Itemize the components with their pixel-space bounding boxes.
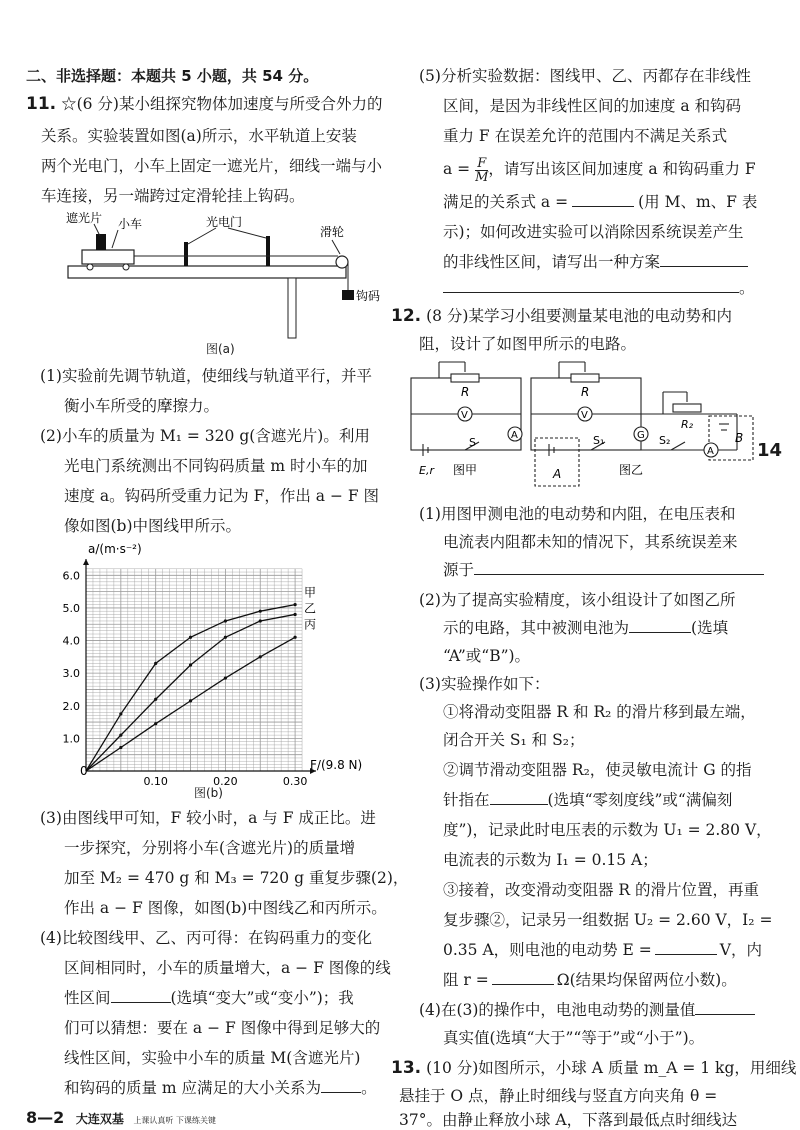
- data-point: [119, 712, 122, 715]
- q11-line-2: 关系。实验装置如图(a)所示，水平轨道上安装: [41, 127, 357, 145]
- q12-p3-line7: 电流表的示数为 I₁ = 0.15 A；: [443, 851, 658, 869]
- label-box-A: A: [553, 467, 562, 481]
- voltmeter-2: V: [581, 410, 588, 421]
- q12-p3-line5: [443, 790, 732, 810]
- q11-p1-line2: 衡小车所受的摩擦力。: [64, 397, 220, 415]
- q11-p5-line8: [443, 278, 755, 298]
- y-axis-arrow: [83, 559, 89, 565]
- label-Er: E,r: [419, 464, 434, 477]
- footer-page: 8—2: [26, 1108, 65, 1127]
- q11-p5-text-e: ，请写出该区间加速度 a 和钩码重力 F: [488, 160, 756, 178]
- frac-den: M: [475, 169, 489, 185]
- q11-p5-line3: 重力 F 在误差允许的范围内不满足关系式: [443, 127, 728, 145]
- q12-p3-line9: 复步骤②，记录另一组数据 U₂ = 2.60 V，I₂ =: [443, 911, 773, 929]
- q11-p5-text-i: 。: [739, 279, 755, 297]
- chart-ylabel: a/(m·s⁻²): [88, 542, 142, 556]
- answer-blank-emf[interactable]: [655, 940, 717, 955]
- q12-p3-text-b: (选填“零刻度线”或“满偏刻: [547, 791, 733, 809]
- y-tick-label: 2.0: [62, 699, 80, 713]
- q11-p1-line1: (1)实验前先调节轨道，使细线与轨道平行，并平: [40, 367, 372, 385]
- q12-p3-line1: (3)实验操作如下：: [419, 675, 550, 693]
- frac-num: F: [475, 157, 488, 171]
- q13-text-1: (10 分)如图所示，小球 A 质量 m_A = 1 kg，用细线: [426, 1059, 797, 1077]
- answer-blank-relation[interactable]: [572, 192, 634, 207]
- q11-p4-text-b: (选填“变大”或“变小”)；我: [170, 989, 354, 1007]
- figure-b-caption: 图(b): [194, 786, 223, 800]
- q13-line-2: 悬挂于 O 点，静止时细线与竖直方向夹角 θ =: [399, 1087, 718, 1105]
- fraction-F-over-M: [475, 157, 488, 184]
- data-point: [293, 613, 296, 616]
- q11-p5-text-h: 的非线性区间，请写出一种方案: [443, 253, 661, 271]
- galvanometer: G: [637, 430, 645, 441]
- q11-p5-line4: [443, 154, 756, 184]
- data-point: [154, 722, 157, 725]
- label-box-B: B: [735, 431, 744, 445]
- q12-p1-line2: 电流表内阻都未知的情况下，其系统误差来: [443, 533, 738, 551]
- q12-line-2: 阻，设计了如图甲所示的电路。: [419, 335, 637, 353]
- data-point: [259, 619, 262, 622]
- label-pulley: 滑轮: [320, 225, 345, 239]
- label-R-2: R: [581, 385, 590, 399]
- x-tick-label: 0.20: [213, 775, 238, 788]
- footer-brand: 大连双基: [75, 1112, 124, 1126]
- q12-text-1: (8 分)某学习小组要测量某电池的电动势和内: [426, 307, 732, 325]
- q11-p5-line6: 示)；如何改进实验可以消除因系统误差产生: [443, 223, 744, 241]
- q11-p2-line3: 速度 a。钩码所受重力记为 F，作出 a − F 图: [64, 487, 380, 505]
- q11-p4-line1: (4)比较图线甲、乙、丙可得：在钩码重力的变化: [40, 929, 372, 947]
- q11-line-4: 车连接，另一端跨过定滑轮挂上钩码。: [41, 187, 305, 205]
- answer-blank-measured[interactable]: [695, 1000, 755, 1015]
- data-point: [154, 662, 157, 665]
- q12-p1-line3: [443, 560, 764, 580]
- q12-p2-line3: “A”或“B”)。: [443, 647, 531, 665]
- data-point: [293, 636, 296, 639]
- side-page-number: 14: [757, 440, 783, 461]
- q11-p4-line5: 线性区间，实验中小车的质量 M(含遮光片): [64, 1049, 361, 1067]
- data-point: [189, 636, 192, 639]
- q11-p3-line3: 加至 M₂ = 470 g 和 M₃ = 720 g 重复步骤(2)，: [64, 869, 409, 887]
- q12-p3-text-f: Ω(结果均保留两位小数)。: [556, 971, 737, 989]
- q11-p5-text-f: 满足的关系式 a =: [443, 193, 569, 211]
- q11-p3-line2: 一步探究，分别将小车(含遮光片)的质量增: [64, 839, 356, 857]
- q11-p5-line5: [443, 192, 757, 212]
- q11-text-1: ☆(6 分)某小组探究物体加速度与所受合外力的: [61, 95, 383, 113]
- q13-line-1: [391, 1058, 796, 1078]
- series-label: 甲: [304, 585, 317, 600]
- label-R2: R₂: [681, 418, 694, 431]
- label-S: S: [469, 436, 476, 449]
- x-tick-label: 0.30: [282, 775, 308, 788]
- answer-blank-battery[interactable]: [629, 618, 691, 633]
- q11-line-3: 两个光电门，小车上固定一遮光片，细线一端与小: [41, 157, 383, 175]
- q11-p5-line2: 区间，是因为非线性区间的加速度 a 和钩码: [443, 97, 742, 115]
- y-tick-label: 1.0: [62, 732, 80, 746]
- q11-p4-text-a: 性区间: [64, 989, 111, 1007]
- answer-blank-error-source[interactable]: [474, 560, 764, 575]
- data-point: [154, 698, 157, 701]
- footer: [26, 1108, 216, 1127]
- q11-p4-text-d: 。: [361, 1079, 377, 1097]
- chart-xlabel: F/(9.8 N): [310, 758, 363, 772]
- label-S1: S₁: [593, 434, 605, 447]
- label-R-1: R: [461, 385, 470, 399]
- voltmeter-1: V: [461, 410, 468, 421]
- caption-yi: 图乙: [619, 463, 644, 477]
- q12-p2-text-a: 示的电路，其中被测电池为: [443, 619, 630, 637]
- label-S2: S₂: [659, 434, 671, 447]
- q12-p4-text-a: (4)在(3)的操作中，电池电动势的测量值: [419, 1001, 696, 1019]
- q12-p3-text-c: 0.35 A，则电池的电动势 E =: [443, 941, 652, 959]
- q11-p3-line4: 作出 a − F 图像，如图(b)中图线乙和丙所示。: [64, 899, 387, 917]
- q12-p1-line1: (1)用图甲测电池的电动势和内阻，在电压表和: [419, 505, 736, 523]
- answer-blank-linear-range[interactable]: [111, 988, 171, 1003]
- y-tick-label: 4.0: [62, 634, 80, 648]
- q11-p4-line6: [64, 1078, 377, 1098]
- ammeter-2: A: [707, 446, 714, 457]
- ammeter-1: A: [511, 430, 518, 441]
- q11-p2-line2: 光电门系统测出不同钩码质量 m 时小车的加: [64, 457, 368, 475]
- data-point: [259, 610, 262, 613]
- data-point: [259, 655, 262, 658]
- label-shade: 遮光片: [66, 211, 103, 225]
- q12-p3-line2: ①将滑动变阻器 R 和 R₂ 的滑片移到最左端，: [443, 703, 756, 721]
- footer-tag: 上课认真听 下课练关键: [133, 1116, 216, 1125]
- label-gate: 光电门: [206, 215, 243, 229]
- q12-p2-line2: [443, 618, 728, 638]
- data-point: [293, 603, 296, 606]
- q12-p3-line4: ②调节滑动变阻器 R₂，使灵敏电流计 G 的指: [443, 761, 752, 779]
- figure-a-caption: 图(a): [206, 342, 235, 356]
- q11-p2-line4: 像如图(b)中图线甲所示。: [64, 517, 242, 535]
- q11-number: 11.: [26, 94, 57, 114]
- q11-p4-line3: [64, 988, 354, 1008]
- data-point: [189, 663, 192, 666]
- series-label: 丙: [304, 617, 317, 632]
- series-label: 乙: [304, 601, 317, 616]
- chart-grid: [86, 569, 302, 771]
- answer-blank-resistance[interactable]: [492, 970, 554, 985]
- q12-p3-text-d: V，内: [719, 941, 762, 959]
- y-tick-label: 5.0: [62, 601, 80, 615]
- q11-p4-line4: 们可以猜想：要在 a − F 图像中得到足够大的: [64, 1019, 381, 1037]
- data-point: [189, 699, 192, 702]
- q13-line-3: 37°。由静止释放小球 A，下落到最低点时细线达: [399, 1111, 738, 1129]
- q12-p1-text: 源于: [443, 561, 475, 579]
- label-car: 小车: [118, 217, 143, 231]
- answer-blank-plan-cont[interactable]: [443, 278, 739, 293]
- q12-p3-line10: [443, 940, 762, 960]
- label-weight: 钩码: [356, 289, 381, 303]
- q12-p2-text-b: (选填: [691, 619, 729, 637]
- figure-a-apparatus: [66, 206, 381, 346]
- section-header: 二、非选择题：本题共 5 小题，共 54 分。: [26, 67, 319, 85]
- caption-jia: 图甲: [453, 463, 478, 477]
- circuit-figure: [409, 352, 759, 488]
- q11-p5-line7: [443, 252, 748, 272]
- y-tick-label: 6.0: [62, 569, 80, 583]
- q12-line-1: [391, 306, 732, 326]
- answer-blank-needle[interactable]: [490, 790, 548, 805]
- q12-p3-text-e: 阻 r =: [443, 971, 489, 989]
- q11-p5-eq: a =: [443, 160, 471, 178]
- q11-p5-line1: (5)分析实验数据：图线甲、乙、丙都存在非线性: [419, 67, 751, 85]
- q11-p3-line1: (3)由图线甲可知，F 较小时，a 与 F 成正比。进: [40, 809, 376, 827]
- data-point: [224, 619, 227, 622]
- answer-blank-mass-relation[interactable]: [321, 1078, 361, 1093]
- q12-p3-line6: 度”)，记录此时电压表的示数为 U₁ = 2.80 V，: [443, 821, 772, 839]
- x-tick-label: 0.10: [143, 775, 168, 788]
- q12-p4-line1: [419, 1000, 755, 1020]
- answer-blank-plan[interactable]: [660, 252, 748, 267]
- q11-line-1: [26, 94, 382, 114]
- q11-p2-line1: (2)小车的质量为 M₁ = 320 g(含遮光片)。利用: [40, 427, 370, 445]
- q11-p4-text-c: 和钩码的质量 m 应满足的大小关系为: [64, 1079, 322, 1097]
- q12-p3-line8: ③接着，改变滑动变阻器 R 的滑片位置，再重: [443, 881, 760, 899]
- q13-number: 13.: [391, 1058, 422, 1078]
- data-point: [119, 734, 122, 737]
- data-point: [224, 676, 227, 679]
- q12-p3-line3: 闭合开关 S₁ 和 S₂；: [443, 731, 585, 749]
- q12-p3-line11: [443, 970, 737, 990]
- q11-p5-text-g: (用 M、m、F 表: [638, 193, 758, 211]
- q12-p3-text-a: 针指在: [443, 791, 490, 809]
- y-tick-label: 3.0: [62, 667, 80, 681]
- q12-p4-line2: 真实值(选填“大于”“等于”或“小于”)。: [443, 1029, 705, 1047]
- data-point: [119, 746, 122, 749]
- chart-origin: 0: [80, 764, 88, 778]
- data-point: [224, 636, 227, 639]
- q12-number: 12.: [391, 306, 422, 326]
- chart-ticks: [63, 569, 308, 788]
- q11-p4-line2: 区间相同时，小车的质量增大，a − F 图像的线: [64, 959, 391, 977]
- q12-p2-line1: (2)为了提高实验精度，该小组设计了如图乙所: [419, 591, 736, 609]
- figure-b-chart: [26, 535, 398, 800]
